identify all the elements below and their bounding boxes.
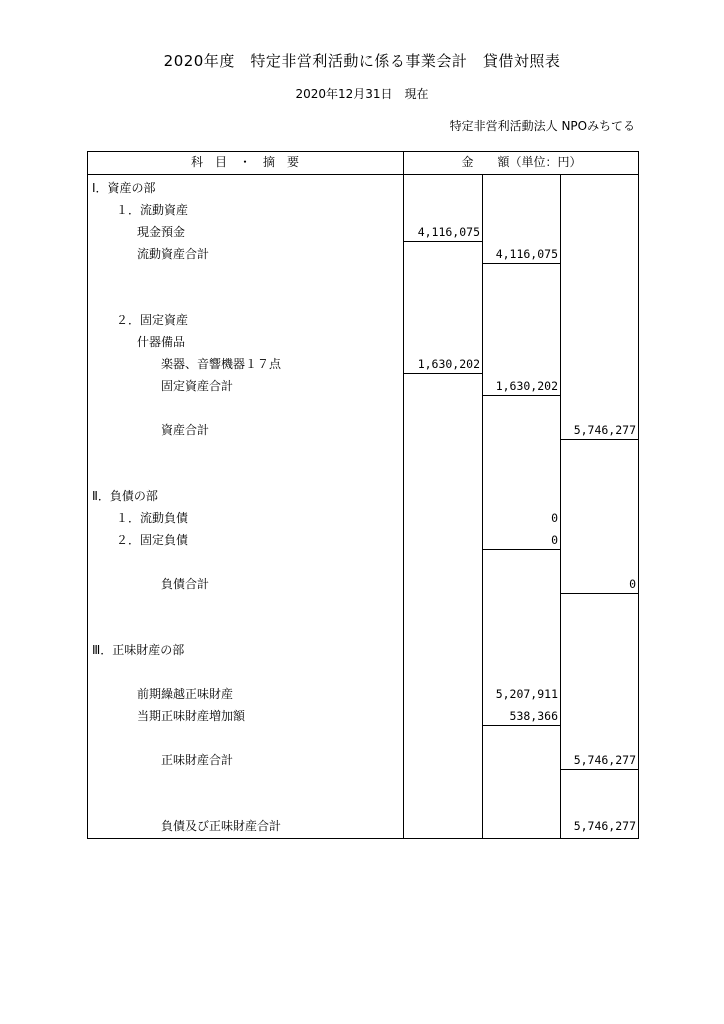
current-assets-total-value: 4,116,075 <box>495 247 558 261</box>
column-divider <box>403 151 404 839</box>
prior-net-assets-value: 5,207,911 <box>495 687 558 701</box>
page-title: 2020年度 特定非営利活動に係る事業会計 貸借対照表 <box>163 52 561 70</box>
grand-total-label: 負債及び正味財産合計 <box>161 819 282 833</box>
liabilities-total-label: 負債合計 <box>161 577 210 591</box>
header-account: 科 目 ・ 摘 要 <box>190 155 299 169</box>
assets-total-value: 5,746,277 <box>573 423 636 437</box>
cash-label: 現金預金 <box>137 225 186 239</box>
prior-net-assets-label: 前期繰越正味財産 <box>137 687 234 701</box>
subtotal-rule <box>483 549 560 550</box>
instruments-label: 楽器、音響機器１７点 <box>161 357 282 371</box>
header-divider <box>87 174 639 175</box>
current-assets-label: １．流動資産 <box>116 203 189 217</box>
equipment-label: 什器備品 <box>137 335 186 349</box>
subtotal-rule <box>483 263 560 264</box>
assets-total-label: 資産合計 <box>161 423 210 437</box>
header-amount: 金 額（単位：円） <box>461 155 582 169</box>
cash-value: 4,116,075 <box>417 225 480 239</box>
current-liabilities-value: 0 <box>551 511 558 525</box>
net-assets-total-label: 正味財産合計 <box>161 753 234 767</box>
total-rule <box>561 593 638 594</box>
fixed-liabilities-value: 0 <box>551 533 558 547</box>
liabilities-section-label: Ⅱ．負債の部 <box>92 489 158 503</box>
subtotal-rule <box>483 395 560 396</box>
subtotal-rule <box>404 241 482 242</box>
subtotal-rule <box>404 373 482 374</box>
liabilities-total-value: 0 <box>629 577 636 591</box>
report-date: 2020年12月31日 現在 <box>295 87 429 101</box>
total-rule <box>561 769 638 770</box>
net-assets-total-value: 5,746,277 <box>573 753 636 767</box>
net-assets-section-label: Ⅲ．正味財産の部 <box>92 643 185 657</box>
current-assets-total-label: 流動資産合計 <box>137 247 210 261</box>
fixed-liabilities-label: ２．固定負債 <box>116 533 189 547</box>
net-assets-increase-value: 538,366 <box>509 709 558 723</box>
column-divider <box>482 174 483 839</box>
subtotal-rule <box>483 725 560 726</box>
current-liabilities-label: １．流動負債 <box>116 511 189 525</box>
organization-name: 特定非営利活動法人 NPOみちてる <box>449 119 635 133</box>
net-assets-increase-label: 当期正味財産増加額 <box>137 709 246 723</box>
fixed-assets-total-value: 1,630,202 <box>495 379 558 393</box>
total-rule <box>561 439 638 440</box>
column-divider <box>560 174 561 839</box>
fixed-assets-total-label: 固定資産合計 <box>161 379 234 393</box>
fixed-assets-label: ２．固定資産 <box>116 313 189 327</box>
instruments-value: 1,630,202 <box>417 357 480 371</box>
assets-section-label: Ⅰ．資産の部 <box>92 181 156 195</box>
grand-total-value: 5,746,277 <box>573 819 636 833</box>
